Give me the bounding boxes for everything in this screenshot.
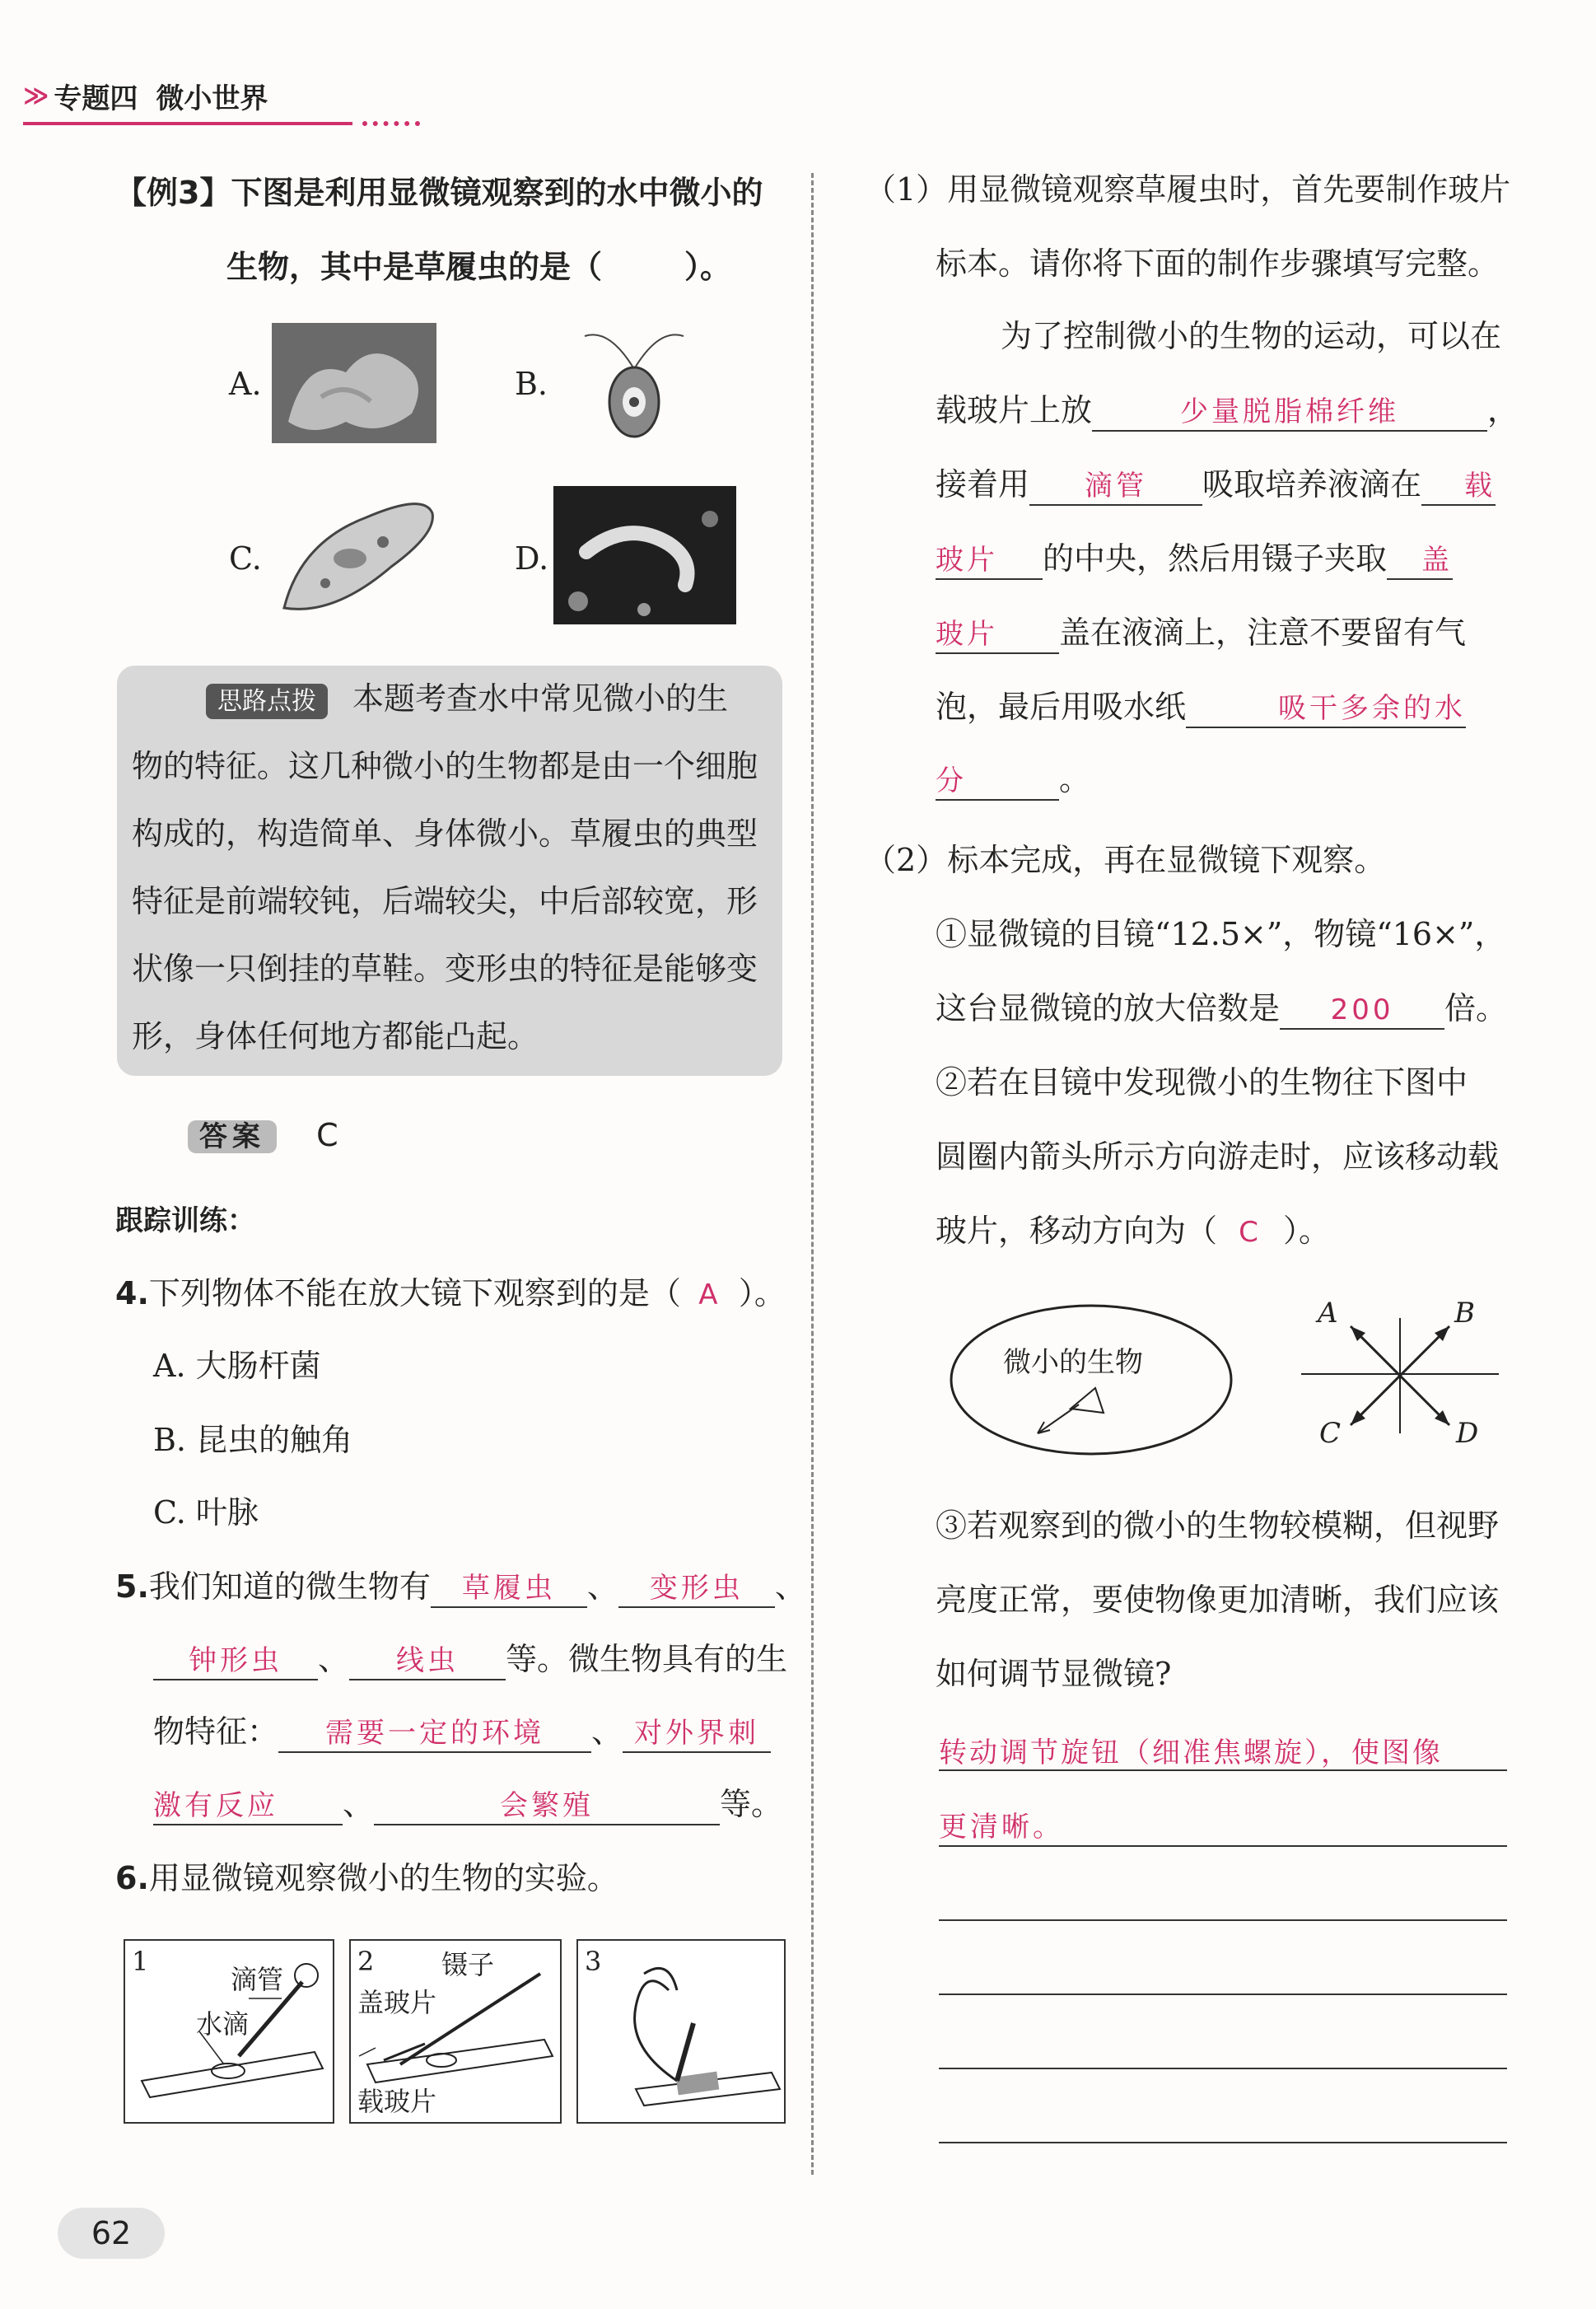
tip-label: 思路点拨 (206, 684, 328, 719)
answer-rule-1 (939, 1769, 1507, 1771)
option-a-label: A. (229, 366, 262, 402)
r-p2-s3a: ③若观察到的微小的生物较模糊，但视野 (936, 1507, 1500, 1544)
r-p2-line1: （2）标本完成，再在显微镜下观察。 (865, 842, 1386, 878)
q4-option-c: C. 叶脉 (153, 1494, 259, 1531)
blank-slide-a[interactable]: 载 (1421, 468, 1496, 506)
page-header (23, 76, 268, 116)
q5-line-1: 5.我们知道的微生物有 草履虫 、 变形虫 、 (115, 1565, 806, 1608)
dir-c-label: C (1319, 1417, 1342, 1450)
page-title: 微小世界 (156, 82, 268, 115)
step-panel-2 (349, 1939, 562, 2124)
answer-rule-2 (939, 1845, 1507, 1847)
r-p2-s1: ①显微镜的目镜“12.5×”，物镜“16×”， (936, 916, 1506, 952)
dir-b-label: B (1454, 1297, 1475, 1330)
tip-line-5: 状像一只倒挂的草鞋。变形虫的特征是能够变 (132, 951, 758, 987)
r-p1-line5: 接着用 滴管 吸取培养液滴在 载 (936, 463, 1496, 506)
blank-cover-a[interactable]: 盖 (1387, 542, 1453, 580)
step-panel-3 (576, 1939, 786, 2124)
answer-badge: 答案 (188, 1120, 277, 1153)
step-2-cover-label: 盖玻片 (357, 1987, 437, 2018)
r-p1-line1: （1）用显微镜观察草履虫时，首先要制作玻片 (865, 171, 1511, 208)
r-p1-line8: 泡，最后用吸水纸 吸干多余的水 (936, 685, 1466, 728)
step-2-slide-label: 载玻片 (357, 2086, 437, 2117)
blank-slide-b[interactable]: 玻片 (936, 542, 1043, 580)
example3-tag: 【例3】 (115, 175, 231, 211)
r-p1-line9: 分 。 (936, 758, 1090, 801)
example3-line1: 【例3】下图是利用显微镜观察到的水中微小的 (115, 175, 763, 211)
tip-line-3: 构成的，构造简单、身体微小。草履虫的典型 (132, 816, 758, 852)
r-p1-line7: 玻片 盖在液滴上，注意不要留有气 (936, 611, 1466, 654)
blank-magnification[interactable]: 200 (1280, 992, 1444, 1030)
option-c-image[interactable] (276, 493, 441, 616)
step-3-number: 3 (585, 1946, 602, 1977)
option-d-label: D. (515, 540, 549, 577)
r-p2-s3c: 如何调节显微镜? (936, 1656, 1172, 1692)
tip-line-4: 特征是前端较钝，后端较尖，中后部较宽，形 (132, 883, 758, 919)
dir-a-label: A (1318, 1297, 1338, 1330)
blank-cotton[interactable]: 少量脱脂棉纤维 (1092, 394, 1487, 432)
step-panel-1 (124, 1939, 334, 2124)
answer-line-1[interactable]: 转动调节旋钮（细准焦螺旋），使图像 (939, 1736, 1443, 1769)
r-p1-line3: 为了控制微小的生物的运动，可以在 (1001, 318, 1502, 354)
blank-blotting-b[interactable]: 分 (936, 763, 1059, 801)
blank-direction[interactable]: C (1239, 1216, 1262, 1249)
blank-dropper[interactable]: 滴管 (1029, 468, 1202, 506)
q5-blank-6b[interactable]: 激有反应 (153, 1788, 343, 1825)
q5-blank-6[interactable]: 对外界刺 (623, 1715, 771, 1753)
topic-label: 专题四 (54, 82, 138, 115)
double-chevron-icon: ≫ (23, 82, 44, 110)
q5-line-3: 物特征： 需要一定的环境 、 对外界刺 (153, 1710, 771, 1753)
step-2-tweezers-label: 镊子 (441, 1949, 495, 1980)
r-p2-s1b: 这台显微镜的放大倍数是 200 倍。 (936, 987, 1507, 1030)
answer-value: C (316, 1117, 338, 1153)
option-b-image[interactable] (576, 320, 692, 443)
tip-line-6: 形，身体任何地方都能凸起。 (132, 1018, 539, 1054)
r-p2-s2b: 圆圈内箭头所示方向游走时，应该移动载 (936, 1138, 1500, 1175)
q5-blank-1[interactable]: 草履虫 (431, 1570, 587, 1608)
r-p1-line6: 玻片 的中央，然后用镊子夹取 盖 (936, 537, 1453, 580)
q4-option-a: A. 大肠杆菌 (153, 1348, 321, 1384)
tip-line-1: 思路点拨 本题考查水中常见微小的生 (132, 677, 728, 723)
blank-cover-b[interactable]: 玻片 (936, 616, 1059, 654)
option-b-label: B. (515, 366, 548, 402)
answer-row (188, 1114, 338, 1158)
tip-line-2: 物的特征。这几种微小的生物都是由一个细胞 (132, 748, 758, 784)
q5-blank-4[interactable]: 线虫 (349, 1643, 506, 1680)
q4-stem: 4.下列物体不能在放大镜下观察到的是（ A ）。 (115, 1272, 786, 1316)
page-number: 62 (58, 2208, 165, 2259)
header-rule (23, 122, 352, 125)
blank-blotting-a[interactable]: 吸干多余的水 (1186, 690, 1466, 728)
microbe-oval-diagram (947, 1302, 1235, 1458)
step-1-dropper-label: 滴管 (231, 1964, 284, 1995)
r-p1-line2: 标本。请你将下面的制作步骤填写完整。 (936, 245, 1500, 282)
column-divider (811, 173, 814, 2175)
q4-option-b: B. 昆虫的触角 (153, 1422, 353, 1458)
answer-rule-4 (939, 1993, 1507, 1995)
option-d-image[interactable] (553, 486, 736, 624)
q5-line-2: 钟形虫 、 线虫 等。微生物具有的生 (153, 1638, 787, 1680)
oval-label: 微小的生物 (1003, 1346, 1143, 1379)
q5-line-4: 激有反应 、 会繁殖 等。 (153, 1783, 782, 1825)
dir-d-label: D (1456, 1417, 1479, 1450)
r-p2-s2a: ②若在目镜中发现微小的生物往下图中 (936, 1064, 1468, 1101)
header-dots (362, 121, 420, 131)
q4-answer[interactable]: A (698, 1278, 721, 1311)
r-p1-line4: 载玻片上放 少量脱脂棉纤维 ， (936, 389, 1519, 432)
answer-rule-6 (939, 2142, 1507, 2143)
r-p2-s3b: 亮度正常，要使物像更加清晰，我们应该 (936, 1582, 1500, 1618)
answer-rule-5 (939, 2068, 1507, 2069)
q5-blank-2[interactable]: 变形虫 (618, 1570, 775, 1608)
answer-rule-3 (939, 1919, 1507, 1921)
q6-stem: 6.用显微镜观察微小的生物的实验。 (115, 1860, 618, 1896)
q5-blank-5[interactable]: 需要一定的环境 (278, 1715, 591, 1753)
option-a-image[interactable] (272, 323, 436, 443)
training-heading: 跟踪训练： (115, 1204, 255, 1237)
option-c-label: C. (229, 540, 262, 577)
example3-line2: 生物，其中是草履虫的是（ ）。 (226, 249, 732, 285)
q5-blank-7[interactable]: 会繁殖 (374, 1788, 720, 1825)
answer-line-2[interactable]: 更清晰。 (939, 1811, 1064, 1844)
q5-blank-3[interactable]: 钟形虫 (153, 1643, 318, 1680)
step-2-number: 2 (357, 1946, 375, 1977)
step-3-illustration (578, 1941, 784, 2122)
step-1-drop-label: 水滴 (196, 2008, 250, 2040)
r-p2-s2c: 玻片，移动方向为（ C ）。 (936, 1209, 1330, 1254)
step-1-number: 1 (132, 1946, 149, 1977)
